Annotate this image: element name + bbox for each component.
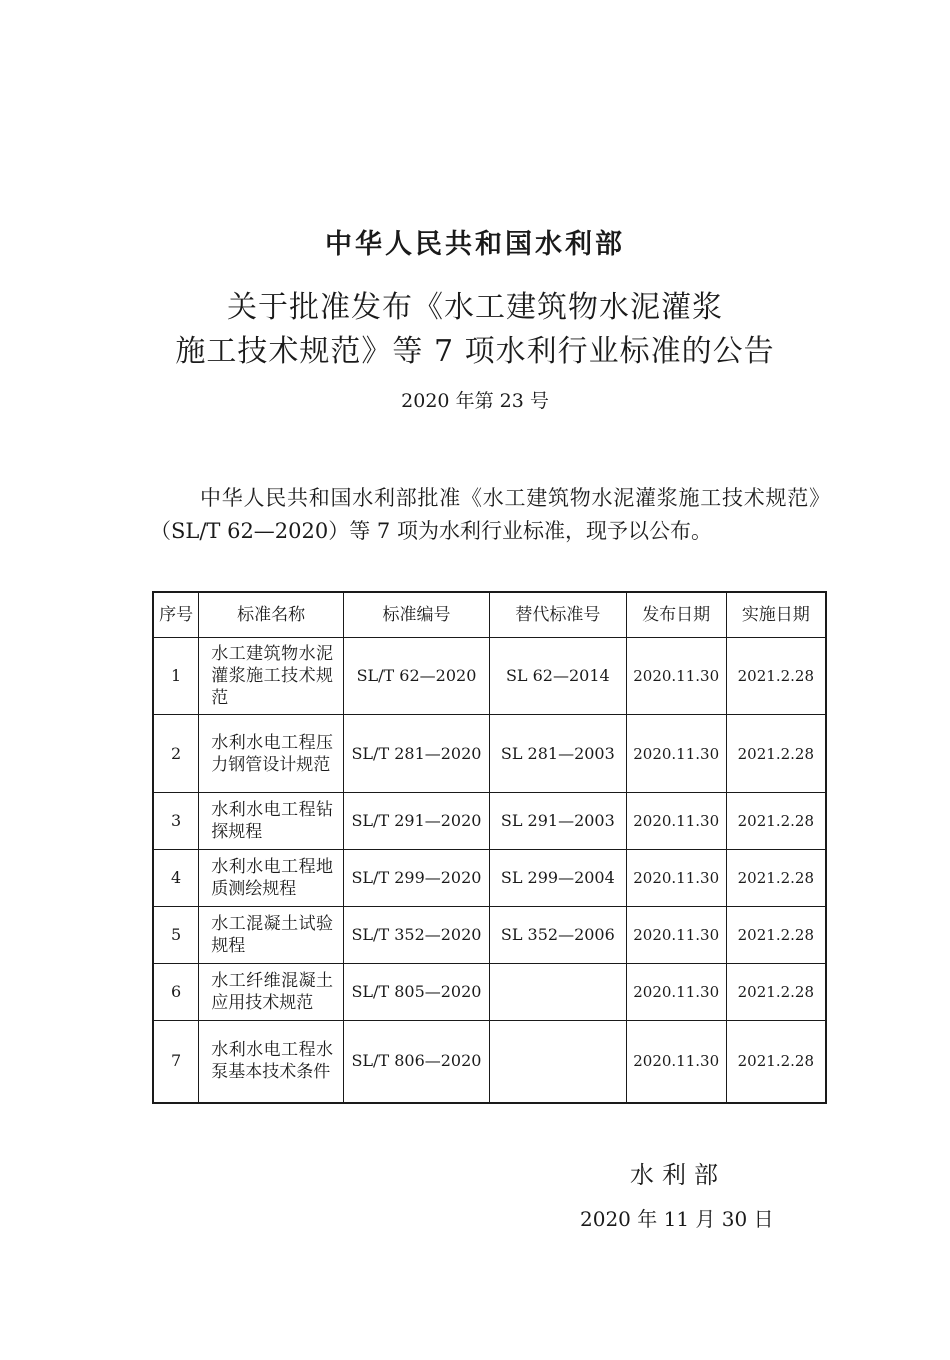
cell-no: 7 bbox=[153, 1021, 199, 1103]
cell-implement-date: 2021.2.28 bbox=[726, 850, 826, 907]
cell-replaces: SL 299—2004 bbox=[489, 850, 626, 907]
cell-publish-date: 2020.11.30 bbox=[626, 964, 726, 1021]
header-name: 标准名称 bbox=[199, 592, 344, 638]
cell-code: SL/T 281—2020 bbox=[344, 715, 490, 793]
cell-name: 水工建筑物水泥灌浆施工技术规范 bbox=[199, 638, 344, 715]
cell-no: 3 bbox=[153, 793, 199, 850]
cell-implement-date: 2021.2.28 bbox=[726, 638, 826, 715]
table-row bbox=[153, 638, 826, 715]
header-no: 序号 bbox=[153, 592, 199, 638]
cell-publish-date: 2020.11.30 bbox=[626, 715, 726, 793]
cell-implement-date: 2021.2.28 bbox=[726, 1021, 826, 1103]
announcement-body: 中华人民共和国水利部批准《水工建筑物水泥灌浆施工技术规范》（SL/T 62—2020）等 7 项为水利行业标准，现予以公布。 bbox=[150, 486, 830, 543]
cell-replaces: SL 281—2003 bbox=[489, 715, 626, 793]
table-header-row bbox=[153, 592, 826, 638]
cell-name: 水利水电工程水泵基本技术条件 bbox=[199, 1021, 344, 1103]
cell-code: SL/T 291—2020 bbox=[344, 793, 490, 850]
cell-publish-date: 2020.11.30 bbox=[626, 907, 726, 964]
cell-publish-date: 2020.11.30 bbox=[626, 850, 726, 907]
cell-replaces: SL 352—2006 bbox=[489, 907, 626, 964]
table-row bbox=[153, 964, 826, 1021]
cell-no: 1 bbox=[153, 638, 199, 715]
standards-table bbox=[152, 591, 827, 1104]
signature-date: 2020 年 11 月 30 日 bbox=[580, 1207, 774, 1231]
cell-no: 5 bbox=[153, 907, 199, 964]
cell-code: SL/T 805—2020 bbox=[344, 964, 490, 1021]
cell-name: 水利水电工程压力钢管设计规范 bbox=[199, 715, 344, 793]
table-row bbox=[153, 907, 826, 964]
cell-name: 水利水电工程钻探规程 bbox=[199, 793, 344, 850]
cell-implement-date: 2021.2.28 bbox=[726, 964, 826, 1021]
cell-publish-date: 2020.11.30 bbox=[626, 638, 726, 715]
cell-code: SL/T 62—2020 bbox=[344, 638, 490, 715]
cell-name: 水利水电工程地质测绘规程 bbox=[199, 850, 344, 907]
cell-name: 水工混凝土试验规程 bbox=[199, 907, 344, 964]
cell-no: 2 bbox=[153, 715, 199, 793]
announcement-title-line-2: 施工技术规范》等 7 项水利行业标准的公告 bbox=[175, 334, 775, 369]
cell-code: SL/T 352—2020 bbox=[344, 907, 490, 964]
cell-name: 水工纤维混凝土应用技术规范 bbox=[199, 964, 344, 1021]
cell-replaces bbox=[489, 964, 626, 1021]
cell-replaces: SL 291—2003 bbox=[489, 793, 626, 850]
issuing-ministry: 中华人民共和国水利部 bbox=[325, 229, 625, 260]
cell-replaces bbox=[489, 1021, 626, 1103]
issuer-signature: 水利部 bbox=[630, 1161, 726, 1189]
cell-implement-date: 2021.2.28 bbox=[726, 907, 826, 964]
cell-code: SL/T 806—2020 bbox=[344, 1021, 490, 1103]
cell-no: 6 bbox=[153, 964, 199, 1021]
cell-publish-date: 2020.11.30 bbox=[626, 1021, 726, 1103]
table-row bbox=[153, 1021, 826, 1103]
document-number: 2020 年第 23 号 bbox=[401, 390, 549, 412]
table-row bbox=[153, 850, 826, 907]
table-row bbox=[153, 715, 826, 793]
announcement-title-line-1: 关于批准发布《水工建筑物水泥灌浆 bbox=[227, 290, 723, 325]
header-implement-date: 实施日期 bbox=[726, 592, 826, 638]
cell-publish-date: 2020.11.30 bbox=[626, 793, 726, 850]
header-publish-date: 发布日期 bbox=[626, 592, 726, 638]
cell-no: 4 bbox=[153, 850, 199, 907]
header-replaces: 替代标准号 bbox=[489, 592, 626, 638]
cell-implement-date: 2021.2.28 bbox=[726, 715, 826, 793]
cell-code: SL/T 299—2020 bbox=[344, 850, 490, 907]
header-code: 标准编号 bbox=[344, 592, 490, 638]
cell-replaces: SL 62—2014 bbox=[489, 638, 626, 715]
table-row bbox=[153, 793, 826, 850]
cell-implement-date: 2021.2.28 bbox=[726, 793, 826, 850]
